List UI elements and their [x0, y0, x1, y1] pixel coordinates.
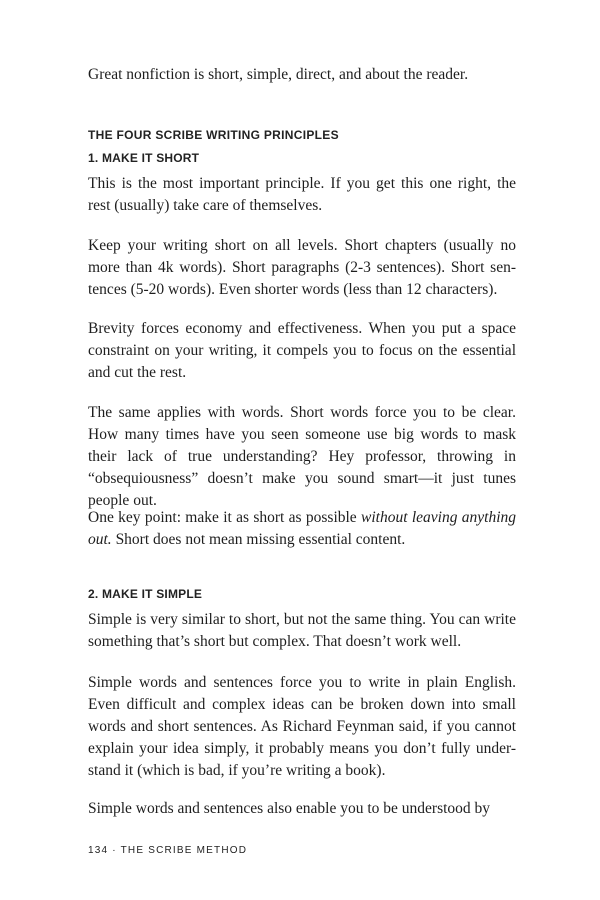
key-point-paragraph [88, 507, 516, 551]
page-footer [88, 845, 247, 856]
key-point-emphasis: without leaving anything out. [88, 509, 516, 548]
principle-1-paragraph: The same applies with words. Short words force you to be clear. How many times have you seen someone use big words to mask their lack of true understanding? Hey professor, throwing in “obsequiousness” doesn’t make you sound smart—it just tunes people out. [88, 404, 516, 509]
page-number: 134 [88, 845, 109, 856]
principle-1-paragraph: Keep your writing short on all levels. Short chapters (usually no more than 4k words). Short paragraphs (2-3 sentences). Short sen-tences (5-20 words). Even shorter words (less than 12 characters). [88, 237, 516, 298]
section-title: THE FOUR SCRIBE WRITING PRINCIPLES [88, 128, 339, 142]
principle-1-heading: 1. MAKE IT SHORT [88, 151, 200, 165]
principle-2-paragraph: Simple words and sentences also enable you to be understood by [88, 800, 491, 817]
principle-1-paragraph: Brevity forces economy and effectiveness. When you put a space constraint on your writing, it compels you to focus on the essential and cut the rest. [88, 320, 516, 381]
book-page [88, 0, 516, 900]
intro-sentence: Great nonfiction is short, simple, direct, and about the reader. [88, 66, 469, 83]
principle-2-paragraph: Simple is very similar to short, but not the same thing. You can write something that’s short but complex. That doesn’t work well. [88, 611, 516, 650]
key-point-suffix: Short does not mean missing essential content. [111, 531, 406, 548]
footer-separator: · [112, 845, 117, 856]
principle-2-paragraph: Simple words and sentences force you to write in plain English. Even difficult and complex ideas can be broken down into small words and short sentences. As Richard Feynman said, if you cannot explain your idea simply, it probably means you don’t fully under-stand it (which is bad, if you’re writing a book). [88, 674, 516, 779]
principle-1-paragraph: This is the most important principle. If you get this one right, the rest (usually) take care of themselves. [88, 175, 516, 214]
principle-2-heading: 2. MAKE IT SIMPLE [88, 587, 203, 601]
key-point-prefix: One key point: make it as short as possible [88, 509, 361, 526]
book-title: THE SCRIBE METHOD [120, 845, 248, 856]
